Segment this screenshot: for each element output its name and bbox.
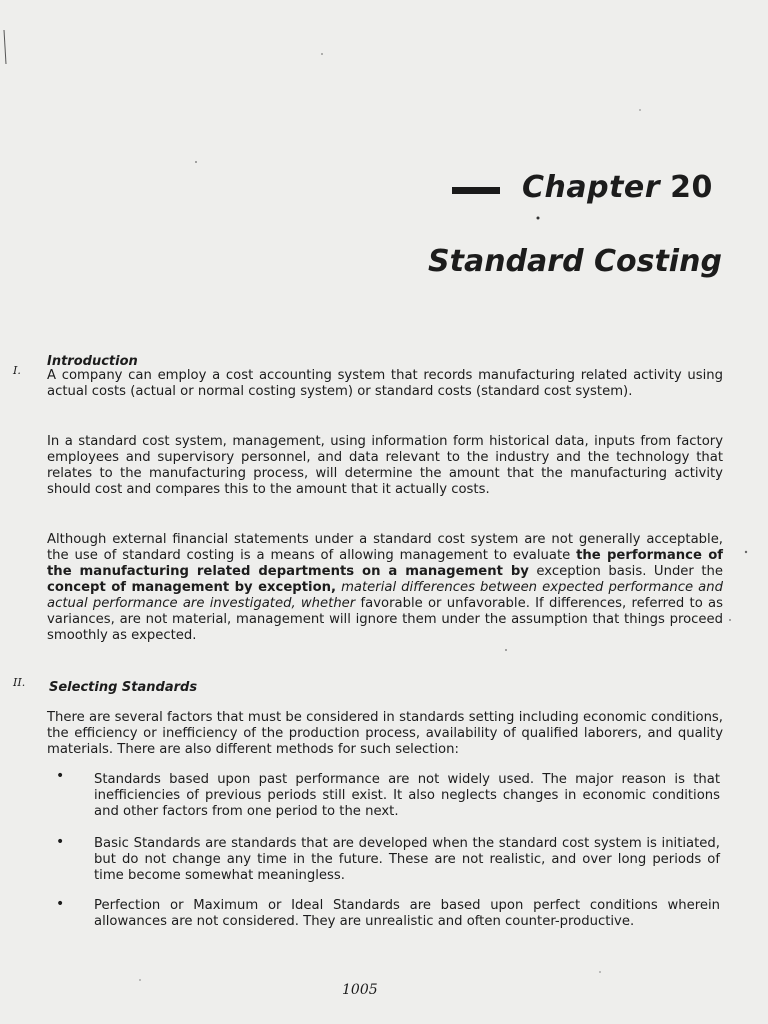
paragraph-text: Although external financial statements under a standard cost system are not generally acceptable, the use of standard costing is a means of allowing management to evaluate [47,532,723,563]
bullet-dot: • [56,768,65,784]
paragraph-bold-text: the performance of the manufacturing related departments on a management by [47,548,723,579]
bullet-dot: • [56,896,65,912]
paragraph-italic-text: material differences between expected performance and actual performance are investigated, whether [47,580,723,611]
chapter-word: Chapter [522,170,661,205]
paragraph-text: exception basis. Under the [528,564,724,579]
list-item: Basic Standards are standards that are developed when the standard cost system is initiated, but do not change any time in the future. These are not realistic, and over long periods of time become somewhat meaningless. [94,836,720,883]
section-heading: Selecting Standards [49,680,198,695]
paragraph-bold-text: concept of management by exception, [47,580,337,595]
paragraph: A company can employ a cost accounting system that records manufacturing related activity using actual costs (actual or normal costing system) or standard costs (standard cost system). [47,368,723,399]
paragraph-text: favorable or unfavorable. If differences, referred to as variances, are not material, management will ignore them under the assumption that things proceed smoothly as expected. [47,596,723,643]
list-item: Standards based upon past performance are not widely used. The major reason is that inefficiencies of previous periods still exist. It also neglects changes in economic conditions and other factors from one period to the next. [94,772,720,819]
page-number: 1005 [342,982,378,998]
chapter-title: Standard Costing [428,244,722,279]
paragraph: There are several factors that must be considered in standards setting including economic conditions, the efficiency or inefficiency of the production process, availability of qualified laborers, and quality materials. There are also different methods for such selection: [47,710,723,757]
bullet-dot: • [56,834,65,850]
paragraph: In a standard cost system, management, using information form historical data, inputs from factory employees and supervisory personnel, and data relevant to the industry and the technology that relates to the manufacturing process, will determine the amount that the manufacturing activity should cost and compares this to the amount that it actually costs. [47,434,723,497]
list-item: Perfection or Maximum or Ideal Standards are based upon perfect conditions wherein allowances are not considered. They are unrealistic and often counter-productive. [94,898,720,929]
section-numeral: I. [13,364,21,377]
section-numeral: II. [13,676,26,689]
chapter-number: 20 [670,170,713,205]
section-heading: Introduction [47,354,138,369]
